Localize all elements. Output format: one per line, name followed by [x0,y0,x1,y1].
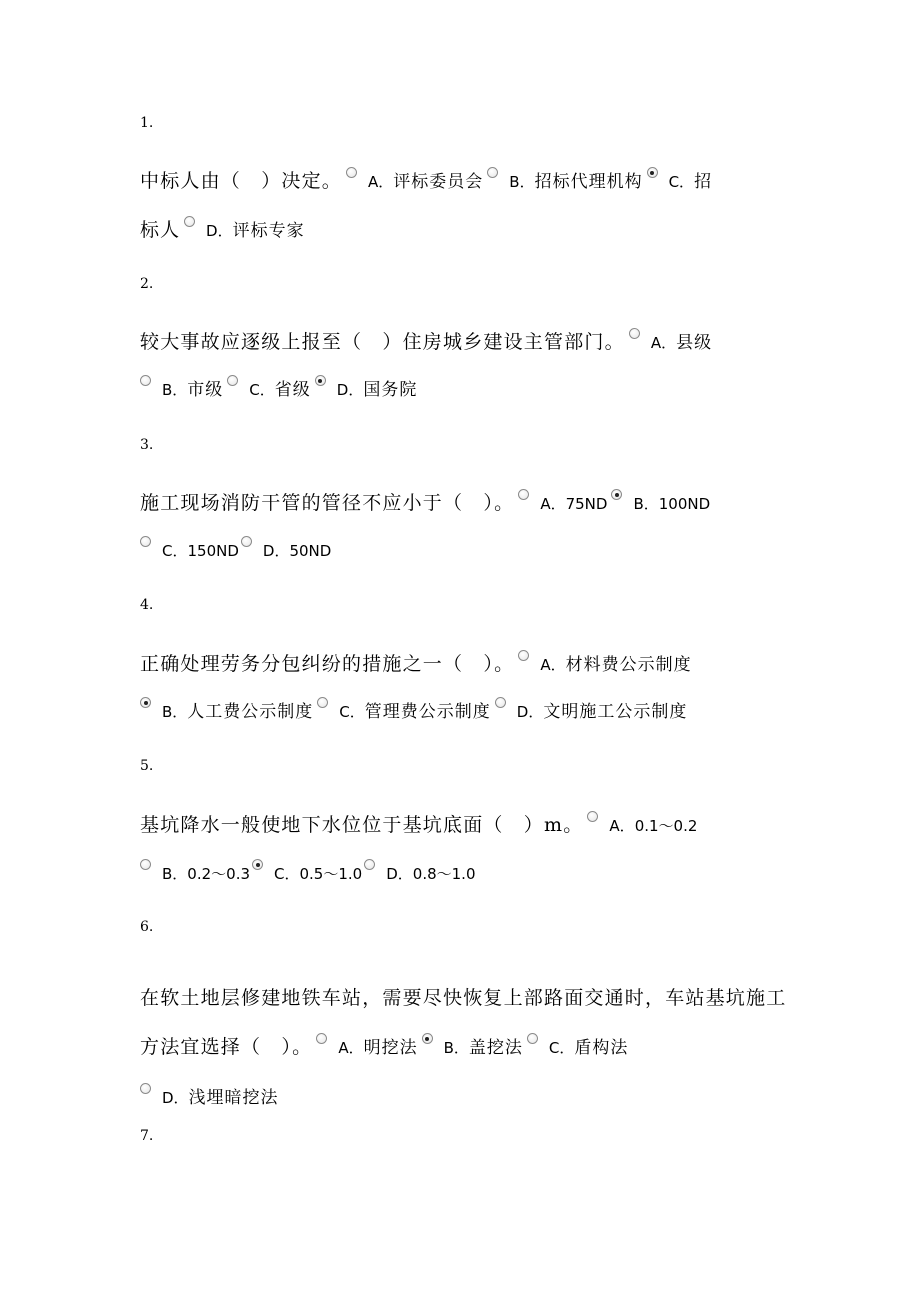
radio-option-a[interactable] [316,1033,327,1044]
option-letter: B． [162,381,188,399]
question-line [140,704,687,721]
radio-option-c[interactable] [140,536,151,547]
question-number: 3. [140,437,154,453]
option-letter: C． [274,865,300,883]
option-text: 75ND [565,495,608,513]
option-letter: D． [516,703,544,721]
question-number: 1. [140,115,154,131]
question-stem: 中标人由（ ）决定。 [140,170,343,192]
option-text: 省级 [274,380,311,400]
option-letter: C． [249,381,275,399]
option-text: 国务院 [363,380,418,400]
radio-option-a[interactable] [587,811,598,822]
option-letter: C． [668,173,695,191]
question-line [140,543,331,559]
question-line [140,974,800,1123]
question-number: 2. [140,276,154,292]
option-text: 文明施工公示制度 [543,702,688,722]
question-stem: 正确处理劳务分包纠纷的措施之一（ ）。 [140,653,515,675]
question-line [140,172,712,191]
option-letter: A． [338,1039,364,1057]
question-number: 7. [140,1128,154,1144]
option-letter: B． [162,703,188,721]
option-text: 50ND [289,542,332,560]
option-text: 0.5～1.0 [299,865,363,883]
option-text: 市级 [187,380,224,400]
question-number: 6. [140,919,154,935]
radio-option-c[interactable] [527,1033,538,1044]
radio-option-d[interactable] [184,216,195,227]
question-stem: 施工现场消防干管的管径不应小于（ ）。 [140,492,515,514]
option-letter: D． [206,222,233,240]
question-stem: 基坑降水一般使地下水位位于基坑底面（ ）m。 [140,814,584,836]
radio-option-d[interactable] [241,536,252,547]
question-line [140,333,712,352]
option-letter: C． [162,542,188,560]
radio-option-b[interactable] [140,697,151,708]
question-number: 4. [140,597,154,613]
question-line [140,221,305,240]
question-line [140,866,476,882]
option-letter: D． [336,381,364,399]
question-stem: 较大事故应逐级上报至（ ）住房城乡建设主管部门。 [140,331,625,353]
question-line [140,816,697,835]
option-text: 管理费公示制度 [364,702,491,722]
option-text: 0.8～1.0 [412,865,476,883]
option-letter: B． [162,865,188,883]
option-text: 招标代理机构 [534,172,643,192]
radio-option-d[interactable] [315,375,326,386]
option-text: 评标委员会 [393,172,484,192]
option-letter: D． [386,865,413,883]
radio-option-b[interactable] [487,167,498,178]
radio-option-c[interactable] [252,859,263,870]
option-text: 盖挖法 [468,1038,523,1058]
option-letter: A． [609,817,635,835]
option-text: 0.1～0.2 [634,817,698,835]
option-text: 100ND [658,495,711,513]
option-letter: B． [633,495,659,513]
radio-option-d[interactable] [495,697,506,708]
option-text: 150ND [187,542,239,560]
radio-option-b[interactable] [140,859,151,870]
radio-option-a[interactable] [518,650,529,661]
question-line [140,382,417,399]
option-text: 评标专家 [232,221,305,241]
option-text: 明挖法 [363,1038,418,1058]
option-letter: A． [540,656,566,674]
radio-option-b[interactable] [422,1033,433,1044]
option-letter: A． [540,495,566,513]
option-text-part: 标人 [140,219,181,241]
radio-option-b[interactable] [611,489,622,500]
option-letter: C． [548,1039,575,1057]
option-text: 浅埋暗挖法 [188,1088,279,1108]
question-line [140,655,692,674]
radio-option-d[interactable] [364,859,375,870]
option-text: 材料费公示制度 [565,655,692,675]
radio-option-b[interactable] [140,375,151,386]
radio-option-a[interactable] [629,328,640,339]
option-text: 0.2～0.3 [187,865,251,883]
radio-option-c[interactable] [227,375,238,386]
question-number: 5. [140,758,154,774]
radio-option-a[interactable] [518,489,529,500]
option-text: 人工费公示制度 [187,702,314,722]
option-text: 盾构法 [574,1038,629,1058]
question-stem: 在软土地层修建地铁车站，需要尽快恢复上部路面交通时，车站基坑施工方法宜选择（ ）。 [140,987,787,1058]
option-text: 县级 [676,333,713,353]
option-text-part: 招 [694,172,713,192]
option-letter: D． [162,1089,189,1107]
question-line [140,494,710,513]
option-letter: C． [339,703,365,721]
option-letter: B． [509,173,535,191]
radio-option-c[interactable] [647,167,658,178]
option-letter: A． [650,334,677,352]
radio-option-c[interactable] [317,697,328,708]
option-letter: D． [262,542,290,560]
option-letter: A． [368,173,394,191]
option-letter: B． [443,1039,469,1057]
radio-option-a[interactable] [346,167,357,178]
radio-option-d[interactable] [140,1083,151,1094]
